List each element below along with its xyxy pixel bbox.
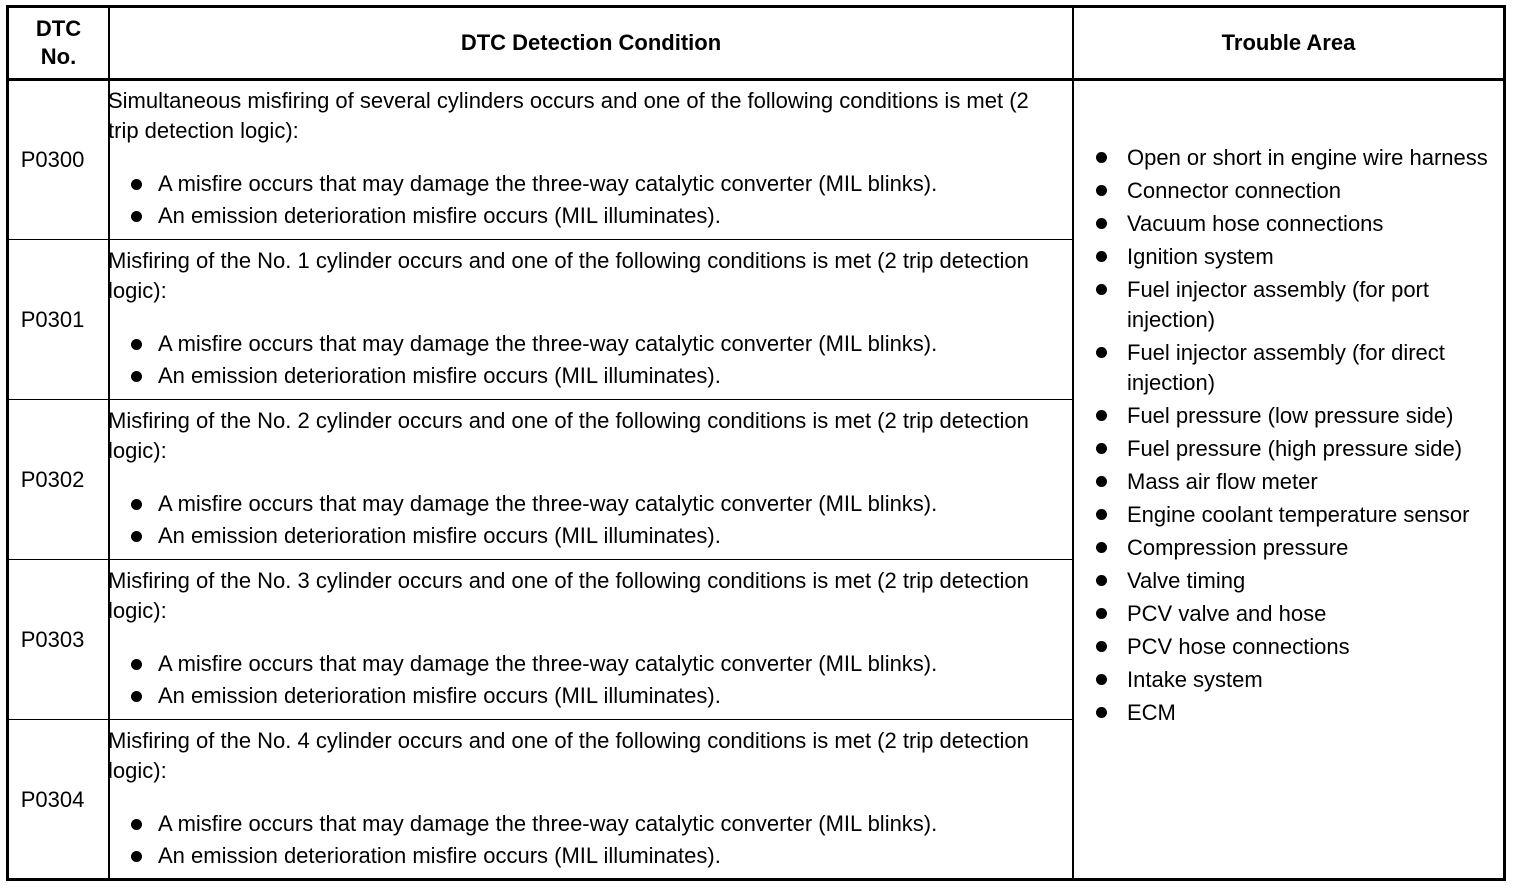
- condition-bullet: [108, 520, 1060, 552]
- trouble-area-item: [1092, 632, 1504, 662]
- bullet-icon: [1096, 218, 1107, 229]
- bullet-icon: [1096, 575, 1107, 586]
- header-divider: [9, 78, 1503, 81]
- trouble-area-text: ECM: [1127, 700, 1176, 725]
- trouble-area-item: [1092, 533, 1504, 563]
- bullet-icon: [1096, 152, 1107, 163]
- dtc-code: P0304: [20, 787, 85, 812]
- trouble-area-text: PCV valve and hose: [1127, 601, 1327, 626]
- trouble-area-text: Mass air flow meter: [1127, 469, 1318, 494]
- bullet-icon: [131, 531, 142, 542]
- trouble-area-list: [1092, 143, 1504, 731]
- column-divider: [1072, 8, 1074, 878]
- bullet-icon: [1096, 410, 1107, 421]
- trouble-area-text: Fuel pressure (high pressure side): [1127, 436, 1463, 461]
- trouble-area-text: Connector connection: [1127, 178, 1342, 203]
- detection-condition-cell: [108, 406, 1060, 552]
- bullet-icon: [1096, 674, 1107, 685]
- header-detection-condition: DTC Detection Condition: [460, 30, 722, 55]
- bullet-icon: [131, 819, 142, 830]
- trouble-area-text: Open or short in engine wire harness: [1127, 145, 1488, 170]
- condition-text: A misfire occurs that may damage the three-way catalytic converter (MIL blinks).: [158, 811, 938, 836]
- trouble-area-item: [1092, 143, 1504, 173]
- trouble-area-item: [1092, 176, 1504, 206]
- condition-intro: Simultaneous misfiring of several cylinders occurs and one of the following conditions is met (2 trip detection logic):: [108, 88, 1029, 143]
- bullet-icon: [1096, 476, 1107, 487]
- condition-bullet: [108, 328, 1060, 360]
- bullet-icon: [1096, 347, 1107, 358]
- detection-condition-cell: [108, 566, 1060, 712]
- trouble-area-item: [1092, 467, 1504, 497]
- trouble-area-item: [1092, 338, 1504, 398]
- trouble-area-text: PCV hose connections: [1127, 634, 1350, 659]
- bullet-icon: [131, 691, 142, 702]
- trouble-area-text: Compression pressure: [1127, 535, 1349, 560]
- condition-bullet: [108, 168, 1060, 200]
- bullet-icon: [131, 851, 142, 862]
- trouble-area-text: Fuel injector assembly (for port injection): [1127, 277, 1429, 332]
- condition-bullet: [108, 808, 1060, 840]
- trouble-area-text: Engine coolant temperature sensor: [1127, 502, 1470, 527]
- condition-text: An emission deterioration misfire occurs (MIL illuminates).: [158, 363, 721, 388]
- trouble-area-item: [1092, 209, 1504, 239]
- trouble-area-text: Vacuum hose connections: [1127, 211, 1384, 236]
- header-dtc-no: DTC No.: [35, 16, 82, 69]
- condition-intro: Misfiring of the No. 3 cylinder occurs and one of the following conditions is met (2 trip detection logic):: [108, 568, 1029, 623]
- bullet-icon: [131, 339, 142, 350]
- condition-bullet: [108, 360, 1060, 392]
- trouble-area-text: Valve timing: [1127, 568, 1246, 593]
- bullet-icon: [131, 659, 142, 670]
- condition-intro: Misfiring of the No. 4 cylinder occurs and one of the following conditions is met (2 trip detection logic):: [108, 728, 1029, 783]
- bullet-icon: [1096, 284, 1107, 295]
- detection-condition-cell: [108, 726, 1060, 872]
- detection-condition-cell: [108, 246, 1060, 392]
- bullet-icon: [1096, 608, 1107, 619]
- row-divider: [9, 239, 1072, 240]
- trouble-area-item: [1092, 242, 1504, 272]
- row-divider: [9, 719, 1072, 720]
- bullet-icon: [1096, 185, 1107, 196]
- condition-text: An emission deterioration misfire occurs (MIL illuminates).: [158, 523, 721, 548]
- trouble-area-text: Fuel pressure (low pressure side): [1127, 403, 1454, 428]
- trouble-area-item: [1092, 434, 1504, 464]
- condition-text: An emission deterioration misfire occurs (MIL illuminates).: [158, 683, 721, 708]
- dtc-code: P0302: [20, 467, 85, 492]
- condition-bullet: [108, 488, 1060, 520]
- condition-text: A misfire occurs that may damage the three-way catalytic converter (MIL blinks).: [158, 171, 938, 196]
- bullet-icon: [1096, 542, 1107, 553]
- condition-text: An emission deterioration misfire occurs (MIL illuminates).: [158, 203, 721, 228]
- bullet-icon: [131, 179, 142, 190]
- dtc-code: P0303: [20, 627, 85, 652]
- detection-condition-cell: [108, 86, 1060, 232]
- row-divider: [9, 559, 1072, 560]
- dtc-code: P0300: [20, 147, 85, 172]
- condition-intro: Misfiring of the No. 2 cylinder occurs and one of the following conditions is met (2 trip detection logic):: [108, 408, 1029, 463]
- bullet-icon: [1096, 251, 1107, 262]
- condition-text: A misfire occurs that may damage the three-way catalytic converter (MIL blinks).: [158, 651, 938, 676]
- condition-text: A misfire occurs that may damage the three-way catalytic converter (MIL blinks).: [158, 331, 938, 356]
- bullet-icon: [131, 211, 142, 222]
- condition-text: A misfire occurs that may damage the three-way catalytic converter (MIL blinks).: [158, 491, 938, 516]
- row-divider: [9, 399, 1072, 400]
- bullet-icon: [1096, 443, 1107, 454]
- bullet-icon: [131, 499, 142, 510]
- trouble-area-item: [1092, 500, 1504, 530]
- trouble-area-text: Ignition system: [1127, 244, 1274, 269]
- condition-bullet: [108, 840, 1060, 872]
- condition-intro: Misfiring of the No. 1 cylinder occurs and one of the following conditions is met (2 trip detection logic):: [108, 248, 1029, 303]
- bullet-icon: [131, 371, 142, 382]
- trouble-area-item: [1092, 599, 1504, 629]
- trouble-area-item: [1092, 698, 1504, 728]
- bullet-icon: [1096, 509, 1107, 520]
- trouble-area-item: [1092, 665, 1504, 695]
- trouble-area-text: Fuel injector assembly (for direct injection): [1127, 340, 1445, 395]
- trouble-area-item: [1092, 275, 1504, 335]
- dtc-code: P0301: [20, 307, 85, 332]
- header-trouble-area: Trouble Area: [1221, 30, 1356, 55]
- bullet-icon: [1096, 641, 1107, 652]
- trouble-area-item: [1092, 401, 1504, 431]
- condition-bullet: [108, 680, 1060, 712]
- trouble-area-text: Intake system: [1127, 667, 1263, 692]
- condition-text: An emission deterioration misfire occurs (MIL illuminates).: [158, 843, 721, 868]
- condition-bullet: [108, 200, 1060, 232]
- condition-bullet: [108, 648, 1060, 680]
- bullet-icon: [1096, 707, 1107, 718]
- trouble-area-item: [1092, 566, 1504, 596]
